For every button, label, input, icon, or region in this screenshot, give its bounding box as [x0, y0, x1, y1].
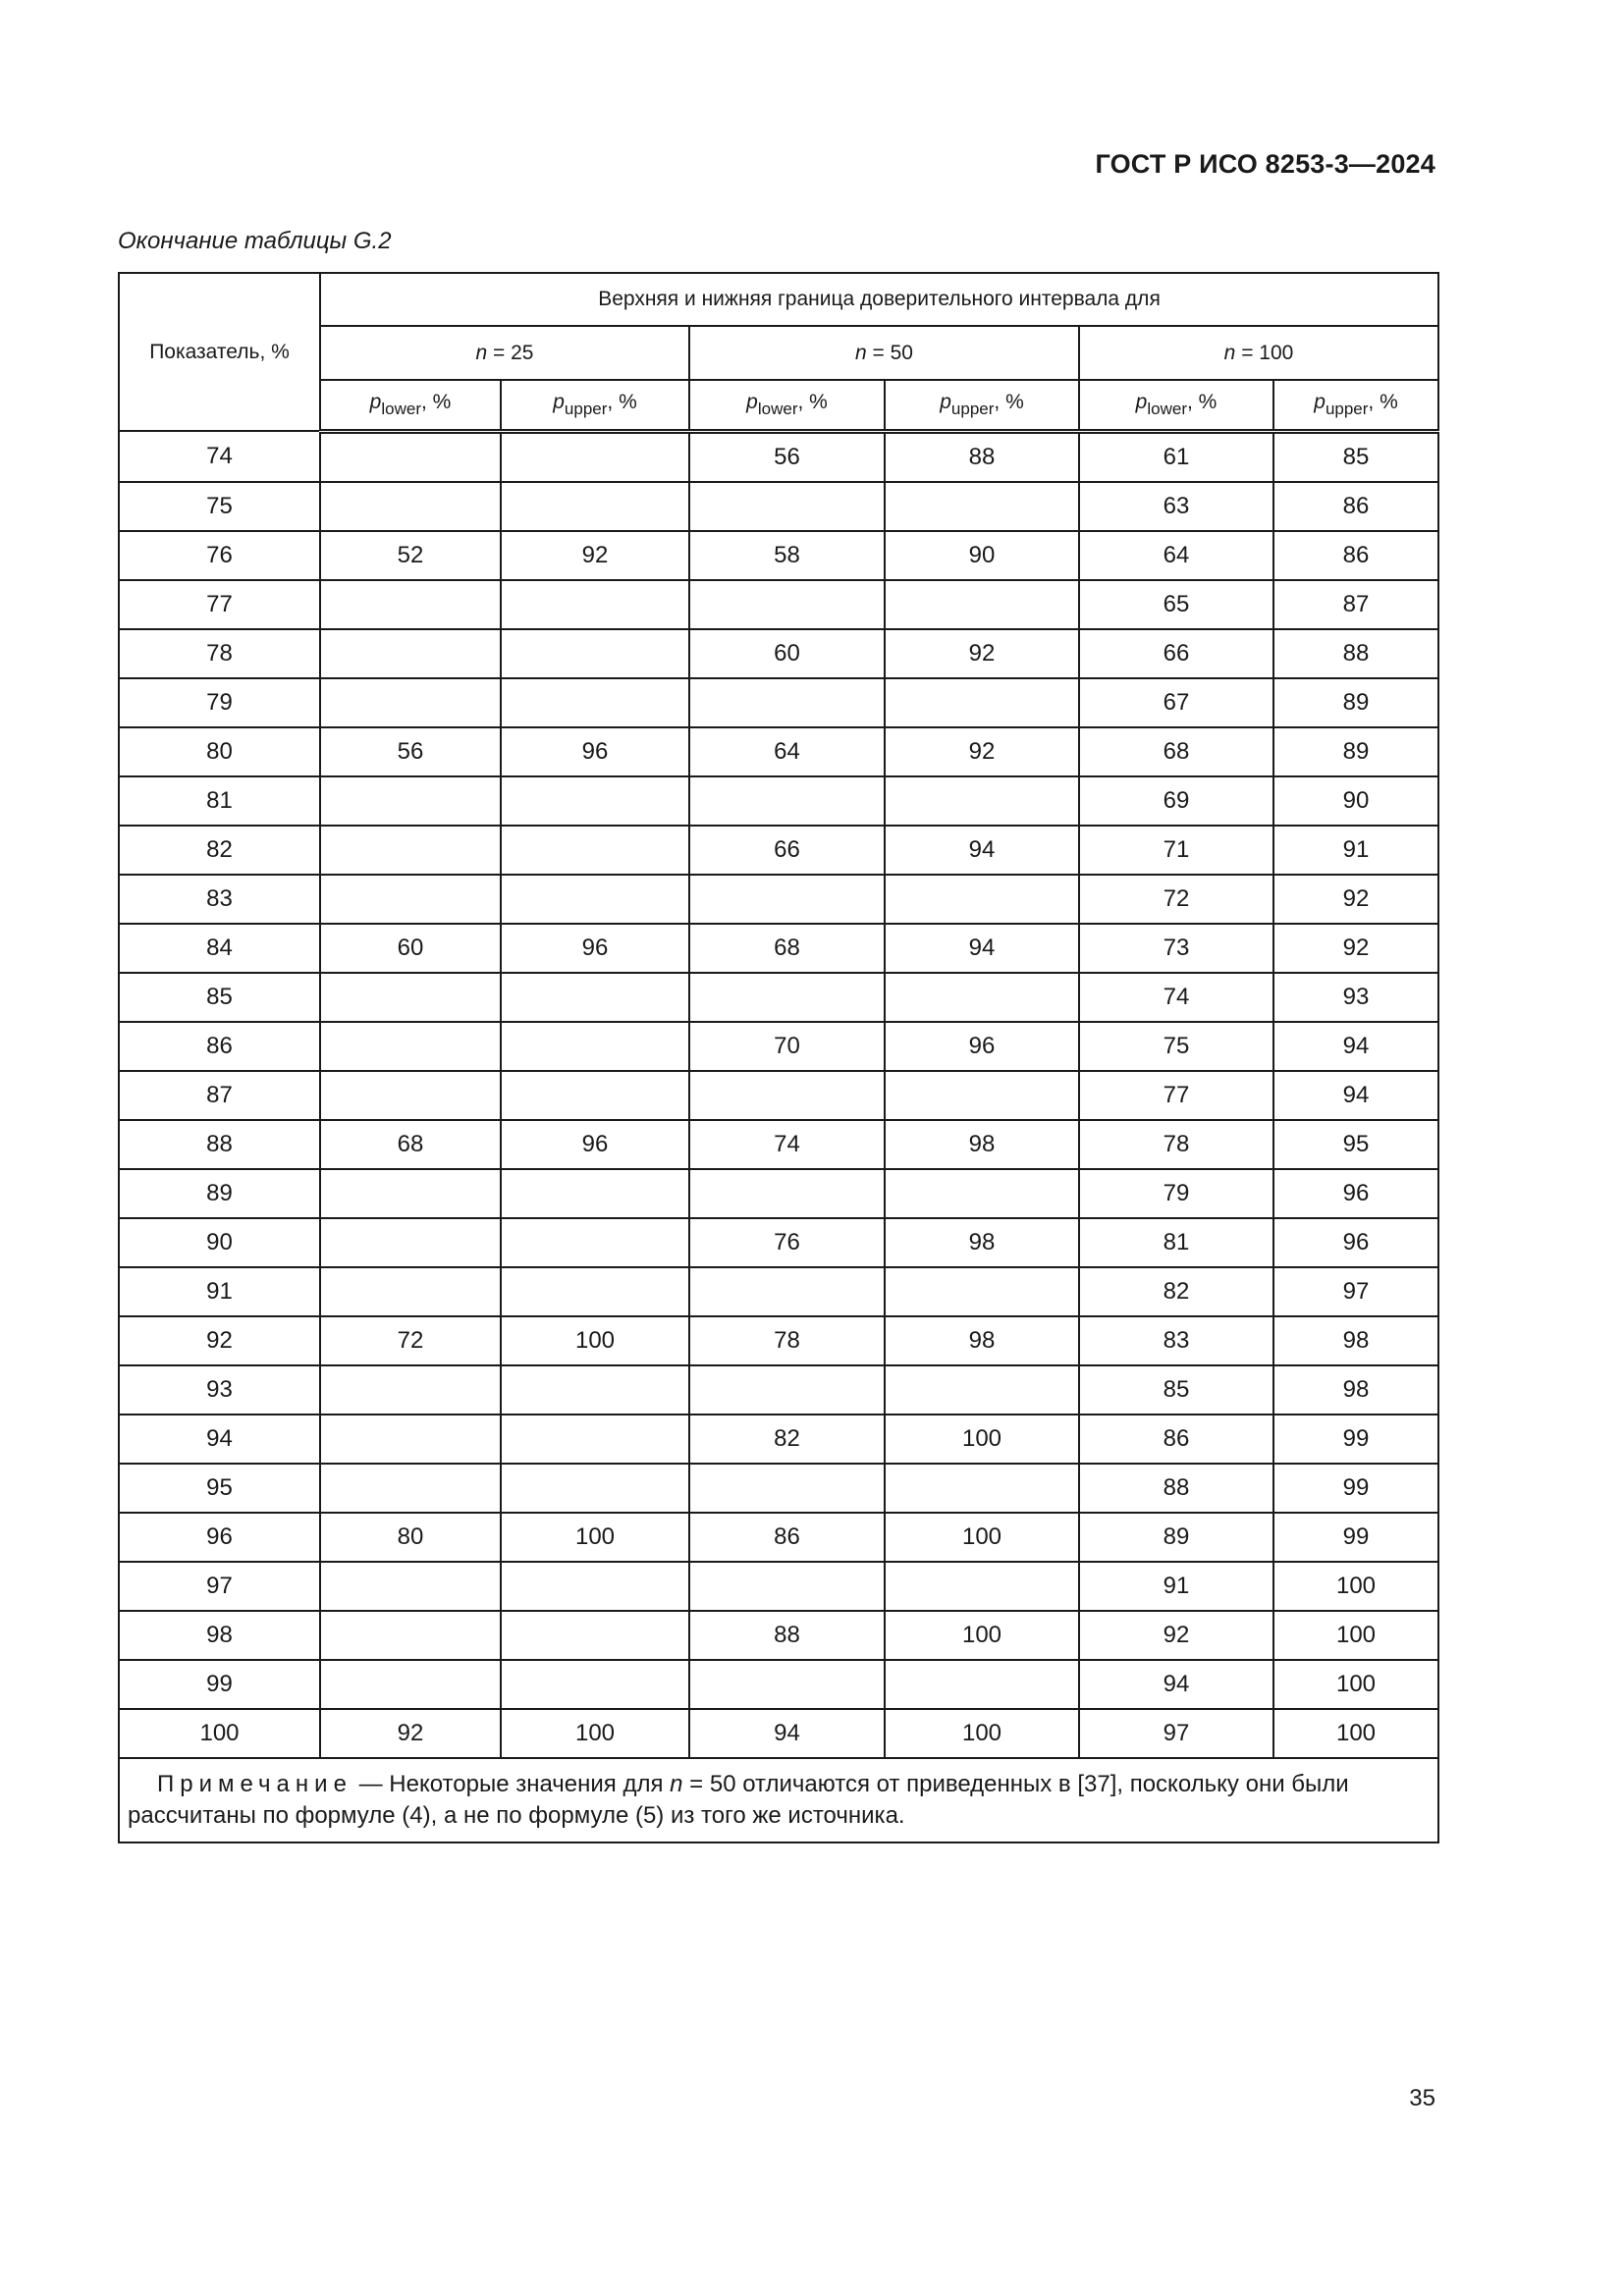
value-cell: 94: [1273, 1071, 1438, 1120]
value-cell: [501, 431, 689, 482]
value-cell: [320, 1365, 501, 1415]
value-cell: [885, 1267, 1079, 1316]
value-cell: 65: [1079, 580, 1273, 629]
value-cell: 98: [1273, 1365, 1438, 1415]
value-cell: [320, 629, 501, 678]
value-cell: 92: [501, 531, 689, 580]
value-cell: 56: [320, 727, 501, 776]
header-n-group: n = 100: [1079, 326, 1438, 380]
value-cell: 100: [1273, 1709, 1438, 1758]
value-cell: [885, 1660, 1079, 1709]
value-cell: [320, 1660, 501, 1709]
value-cell: 76: [689, 1218, 885, 1267]
note-variable: n: [670, 1770, 683, 1797]
value-cell: 89: [1273, 727, 1438, 776]
note-text: = 50 отличаются от приведенных в [37], поскольку они были рассчитаны по формуле (4), а не по формуле (5) из того же источника.: [128, 1770, 1349, 1829]
value-cell: 88: [1273, 629, 1438, 678]
value-cell: [885, 875, 1079, 924]
value-cell: [885, 776, 1079, 826]
indicator-cell: 95: [119, 1464, 320, 1513]
table-row: [119, 1316, 1438, 1365]
value-cell: 67: [1079, 678, 1273, 727]
value-cell: 86: [1273, 482, 1438, 531]
value-cell: 69: [1079, 776, 1273, 826]
value-cell: 73: [1079, 924, 1273, 973]
table-row: [119, 1415, 1438, 1464]
value-cell: [320, 1611, 501, 1660]
value-cell: [320, 776, 501, 826]
value-cell: 100: [885, 1709, 1079, 1758]
header-upper-column: $p_{upper}$, %: [1273, 380, 1438, 431]
value-cell: 90: [1273, 776, 1438, 826]
value-cell: [689, 776, 885, 826]
value-cell: [501, 1611, 689, 1660]
value-cell: 86: [1079, 1415, 1273, 1464]
value-cell: [501, 973, 689, 1022]
table-row: [119, 1267, 1438, 1316]
value-cell: [320, 973, 501, 1022]
value-cell: [320, 875, 501, 924]
table-row: [119, 531, 1438, 580]
value-cell: [885, 678, 1079, 727]
value-cell: [689, 1169, 885, 1218]
indicator-cell: 97: [119, 1562, 320, 1611]
value-cell: [501, 1022, 689, 1071]
value-cell: 100: [1273, 1562, 1438, 1611]
value-cell: 95: [1273, 1120, 1438, 1169]
indicator-cell: 83: [119, 875, 320, 924]
table-row: [119, 826, 1438, 875]
value-cell: 74: [689, 1120, 885, 1169]
value-cell: 91: [1273, 826, 1438, 875]
indicator-cell: 84: [119, 924, 320, 973]
value-cell: 70: [689, 1022, 885, 1071]
table-row: [119, 1464, 1438, 1513]
value-cell: [689, 1660, 885, 1709]
value-cell: 68: [320, 1120, 501, 1169]
value-cell: 96: [885, 1022, 1079, 1071]
table-row: [119, 1709, 1438, 1758]
value-cell: [320, 826, 501, 875]
value-cell: 96: [501, 727, 689, 776]
value-cell: 83: [1079, 1316, 1273, 1365]
value-cell: [885, 1562, 1079, 1611]
value-cell: 92: [885, 727, 1079, 776]
indicator-cell: 96: [119, 1513, 320, 1562]
indicator-cell: 94: [119, 1415, 320, 1464]
value-cell: 90: [885, 531, 1079, 580]
value-cell: 86: [1273, 531, 1438, 580]
indicator-cell: 92: [119, 1316, 320, 1365]
value-cell: [501, 826, 689, 875]
table-row: [119, 1218, 1438, 1267]
value-cell: [689, 875, 885, 924]
table-row: [119, 1660, 1438, 1709]
value-cell: 66: [689, 826, 885, 875]
value-cell: [501, 678, 689, 727]
value-cell: 98: [885, 1120, 1079, 1169]
value-cell: 100: [1273, 1611, 1438, 1660]
value-cell: [689, 482, 885, 531]
indicator-cell: 85: [119, 973, 320, 1022]
value-cell: [689, 1464, 885, 1513]
value-cell: 91: [1079, 1562, 1273, 1611]
value-cell: [501, 1169, 689, 1218]
indicator-cell: 100: [119, 1709, 320, 1758]
value-cell: [689, 678, 885, 727]
value-cell: [320, 1218, 501, 1267]
value-cell: 96: [1273, 1218, 1438, 1267]
value-cell: [885, 1169, 1079, 1218]
value-cell: 63: [1079, 482, 1273, 531]
indicator-cell: 90: [119, 1218, 320, 1267]
indicator-cell: 99: [119, 1660, 320, 1709]
value-cell: [501, 1365, 689, 1415]
indicator-cell: 80: [119, 727, 320, 776]
value-cell: [320, 580, 501, 629]
value-cell: 72: [320, 1316, 501, 1365]
indicator-cell: 77: [119, 580, 320, 629]
value-cell: [320, 1022, 501, 1071]
table-row: [119, 924, 1438, 973]
value-cell: 68: [689, 924, 885, 973]
value-cell: [320, 482, 501, 531]
value-cell: 78: [689, 1316, 885, 1365]
value-cell: 94: [885, 826, 1079, 875]
value-cell: [501, 482, 689, 531]
table-row: [119, 1169, 1438, 1218]
value-cell: 88: [885, 431, 1079, 482]
value-cell: 87: [1273, 580, 1438, 629]
value-cell: [501, 1218, 689, 1267]
value-cell: 93: [1273, 973, 1438, 1022]
value-cell: 99: [1273, 1513, 1438, 1562]
value-cell: 94: [1079, 1660, 1273, 1709]
table-row: [119, 875, 1438, 924]
indicator-cell: 89: [119, 1169, 320, 1218]
indicator-cell: 86: [119, 1022, 320, 1071]
indicator-cell: 82: [119, 826, 320, 875]
value-cell: 97: [1079, 1709, 1273, 1758]
value-cell: 72: [1079, 875, 1273, 924]
value-cell: [885, 1071, 1079, 1120]
header-upper-column: $p_{upper}$, %: [501, 380, 689, 431]
value-cell: [320, 1169, 501, 1218]
value-cell: 94: [1273, 1022, 1438, 1071]
value-cell: 60: [689, 629, 885, 678]
value-cell: 52: [320, 531, 501, 580]
value-cell: 94: [885, 924, 1079, 973]
header-upper-column: $p_{upper}$, %: [885, 380, 1079, 431]
table-note: [119, 1758, 1438, 1842]
value-cell: 100: [1273, 1660, 1438, 1709]
value-cell: [501, 1464, 689, 1513]
confidence-interval-table: [118, 272, 1439, 1843]
value-cell: [689, 1071, 885, 1120]
table-row: [119, 1513, 1438, 1562]
table-row: [119, 678, 1438, 727]
page-number: 35: [1409, 2085, 1435, 2111]
value-cell: [501, 776, 689, 826]
header-lower-column: $p_{lower}$, %: [320, 380, 501, 431]
value-cell: 89: [1273, 678, 1438, 727]
value-cell: [320, 431, 501, 482]
table-row: [119, 482, 1438, 531]
value-cell: 100: [501, 1513, 689, 1562]
indicator-cell: 81: [119, 776, 320, 826]
indicator-cell: 98: [119, 1611, 320, 1660]
value-cell: [501, 1071, 689, 1120]
document-id: ГОСТ Р ИСО 8253-3—2024: [1095, 149, 1435, 179]
header-n-group: n = 50: [689, 326, 1079, 380]
indicator-cell: 76: [119, 531, 320, 580]
value-cell: 100: [885, 1513, 1079, 1562]
table-row: [119, 776, 1438, 826]
indicator-cell: 74: [119, 431, 320, 482]
value-cell: [689, 973, 885, 1022]
value-cell: 80: [320, 1513, 501, 1562]
value-cell: [885, 482, 1079, 531]
value-cell: 79: [1079, 1169, 1273, 1218]
note-text: — Некоторые значения для: [352, 1770, 671, 1797]
value-cell: 96: [501, 1120, 689, 1169]
value-cell: [320, 1267, 501, 1316]
value-cell: 98: [1273, 1316, 1438, 1365]
value-cell: [501, 1415, 689, 1464]
note-label: Примечание: [157, 1770, 352, 1797]
table-row: [119, 1611, 1438, 1660]
value-cell: [885, 973, 1079, 1022]
indicator-cell: 78: [119, 629, 320, 678]
value-cell: 75: [1079, 1022, 1273, 1071]
value-cell: 100: [501, 1316, 689, 1365]
value-cell: [501, 580, 689, 629]
value-cell: 81: [1079, 1218, 1273, 1267]
value-cell: 78: [1079, 1120, 1273, 1169]
value-cell: 88: [1079, 1464, 1273, 1513]
value-cell: 64: [689, 727, 885, 776]
value-cell: [501, 1562, 689, 1611]
value-cell: 92: [320, 1709, 501, 1758]
value-cell: [885, 580, 1079, 629]
value-cell: 92: [1273, 924, 1438, 973]
value-cell: 96: [1273, 1169, 1438, 1218]
value-cell: 94: [689, 1709, 885, 1758]
table-row: [119, 1365, 1438, 1415]
value-cell: 99: [1273, 1415, 1438, 1464]
value-cell: 96: [501, 924, 689, 973]
value-cell: 85: [1079, 1365, 1273, 1415]
indicator-cell: 87: [119, 1071, 320, 1120]
value-cell: 60: [320, 924, 501, 973]
value-cell: [689, 1365, 885, 1415]
table-row: [119, 1071, 1438, 1120]
header-lower-column: $p_{lower}$, %: [689, 380, 885, 431]
value-cell: 56: [689, 431, 885, 482]
value-cell: 92: [1079, 1611, 1273, 1660]
value-cell: [320, 678, 501, 727]
value-cell: [501, 1660, 689, 1709]
table-row: [119, 1022, 1438, 1071]
value-cell: [689, 1562, 885, 1611]
table-row: [119, 431, 1438, 482]
value-cell: [885, 1464, 1079, 1513]
value-cell: 86: [689, 1513, 885, 1562]
table-row: [119, 1562, 1438, 1611]
table-row: [119, 727, 1438, 776]
value-cell: [501, 629, 689, 678]
value-cell: 97: [1273, 1267, 1438, 1316]
value-cell: [885, 1365, 1079, 1415]
value-cell: 85: [1273, 431, 1438, 482]
value-cell: 74: [1079, 973, 1273, 1022]
indicator-cell: 88: [119, 1120, 320, 1169]
value-cell: 82: [689, 1415, 885, 1464]
value-cell: 89: [1079, 1513, 1273, 1562]
indicator-cell: 91: [119, 1267, 320, 1316]
value-cell: 58: [689, 531, 885, 580]
value-cell: 99: [1273, 1464, 1438, 1513]
value-cell: [320, 1071, 501, 1120]
value-cell: 71: [1079, 826, 1273, 875]
value-cell: 66: [1079, 629, 1273, 678]
header-indicator: Показатель, %: [119, 273, 320, 431]
table-row: [119, 973, 1438, 1022]
value-cell: 68: [1079, 727, 1273, 776]
value-cell: 88: [689, 1611, 885, 1660]
table-row: [119, 629, 1438, 678]
value-cell: 82: [1079, 1267, 1273, 1316]
table-caption: Окончание таблицы G.2: [118, 228, 392, 254]
table-note-row: [119, 1758, 1438, 1842]
value-cell: 92: [1273, 875, 1438, 924]
value-cell: 100: [501, 1709, 689, 1758]
value-cell: [320, 1415, 501, 1464]
table-row: [119, 580, 1438, 629]
value-cell: 100: [885, 1611, 1079, 1660]
value-cell: [320, 1464, 501, 1513]
value-cell: 92: [885, 629, 1079, 678]
value-cell: 77: [1079, 1071, 1273, 1120]
value-cell: 64: [1079, 531, 1273, 580]
header-n-group: n = 25: [320, 326, 689, 380]
indicator-cell: 79: [119, 678, 320, 727]
value-cell: 61: [1079, 431, 1273, 482]
value-cell: [501, 875, 689, 924]
value-cell: 98: [885, 1218, 1079, 1267]
value-cell: [501, 1267, 689, 1316]
header-group: Верхняя и нижняя граница доверительного интервала для: [320, 273, 1438, 326]
value-cell: [689, 580, 885, 629]
table-row: [119, 1120, 1438, 1169]
value-cell: 100: [885, 1415, 1079, 1464]
indicator-cell: 75: [119, 482, 320, 531]
header-lower-column: $p_{lower}$, %: [1079, 380, 1273, 431]
value-cell: [689, 1267, 885, 1316]
value-cell: [320, 1562, 501, 1611]
value-cell: 98: [885, 1316, 1079, 1365]
indicator-cell: 93: [119, 1365, 320, 1415]
